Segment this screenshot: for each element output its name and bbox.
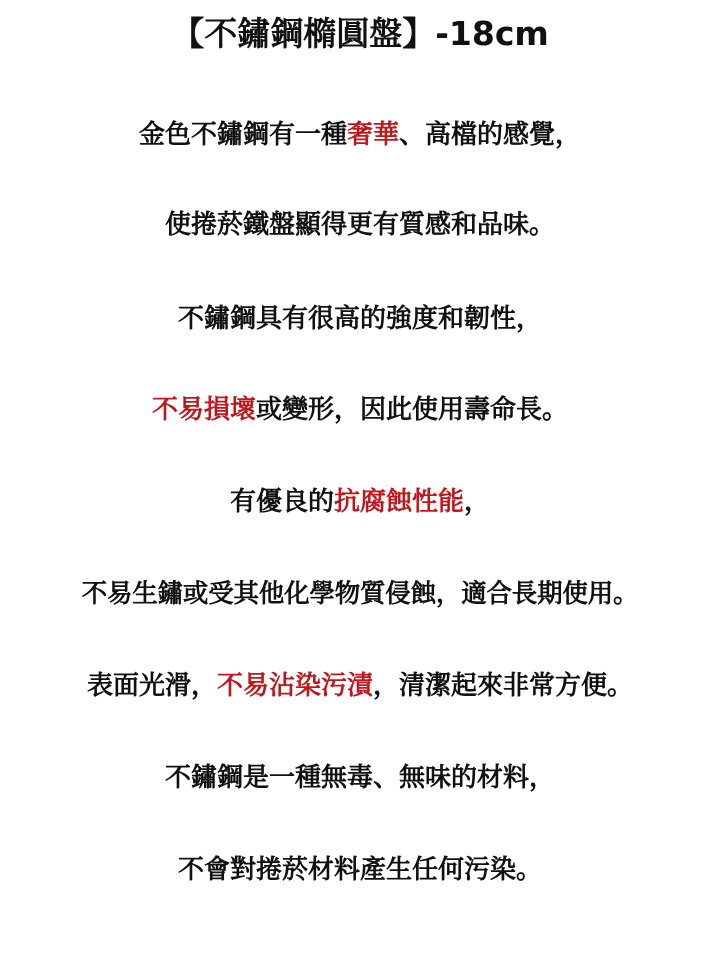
feature-line-4 <box>0 392 720 428</box>
highlight-segment: 抗腐蝕性能 <box>333 487 464 517</box>
line-segment: 不易生鏽或受其他化學物質侵蝕，適合長期使用。 <box>81 579 639 609</box>
line-segment: ， <box>464 487 491 517</box>
feature-line-2 <box>0 207 720 243</box>
line-segment: 不鏽鋼具有很高的強度和韌性， <box>177 304 542 334</box>
feature-line-8 <box>0 760 720 796</box>
page-title: 【不鏽鋼橢圓盤】-18cm <box>171 14 549 53</box>
line-segment: ，清潔起來非常方便。 <box>373 671 634 701</box>
feature-line-5 <box>0 484 720 520</box>
feature-line-7 <box>0 668 720 704</box>
feature-line-6 <box>0 576 720 612</box>
line-segment: 或變形，因此使用壽命長。 <box>256 395 569 425</box>
feature-line-9 <box>0 852 720 888</box>
line-segment: 、高檔的感覺， <box>399 120 582 150</box>
feature-line-1 <box>0 117 720 153</box>
highlight-segment: 不易損壞 <box>151 395 256 425</box>
highlight-segment: 不易沾染污漬 <box>216 671 373 701</box>
line-segment: 不會對捲菸材料產生任何污染。 <box>177 855 542 885</box>
line-segment: 不鏽鋼是一種無毒、無味的材料， <box>164 763 555 793</box>
highlight-segment: 奢華 <box>346 120 399 150</box>
feature-line-3 <box>0 301 720 337</box>
line-segment: 表面光滑， <box>86 671 217 701</box>
line-segment: 使捲菸鐵盤顯得更有質感和品味。 <box>164 210 555 240</box>
line-segment: 有優良的 <box>229 487 334 517</box>
line-segment: 金色不鏽鋼有一種 <box>138 120 347 150</box>
